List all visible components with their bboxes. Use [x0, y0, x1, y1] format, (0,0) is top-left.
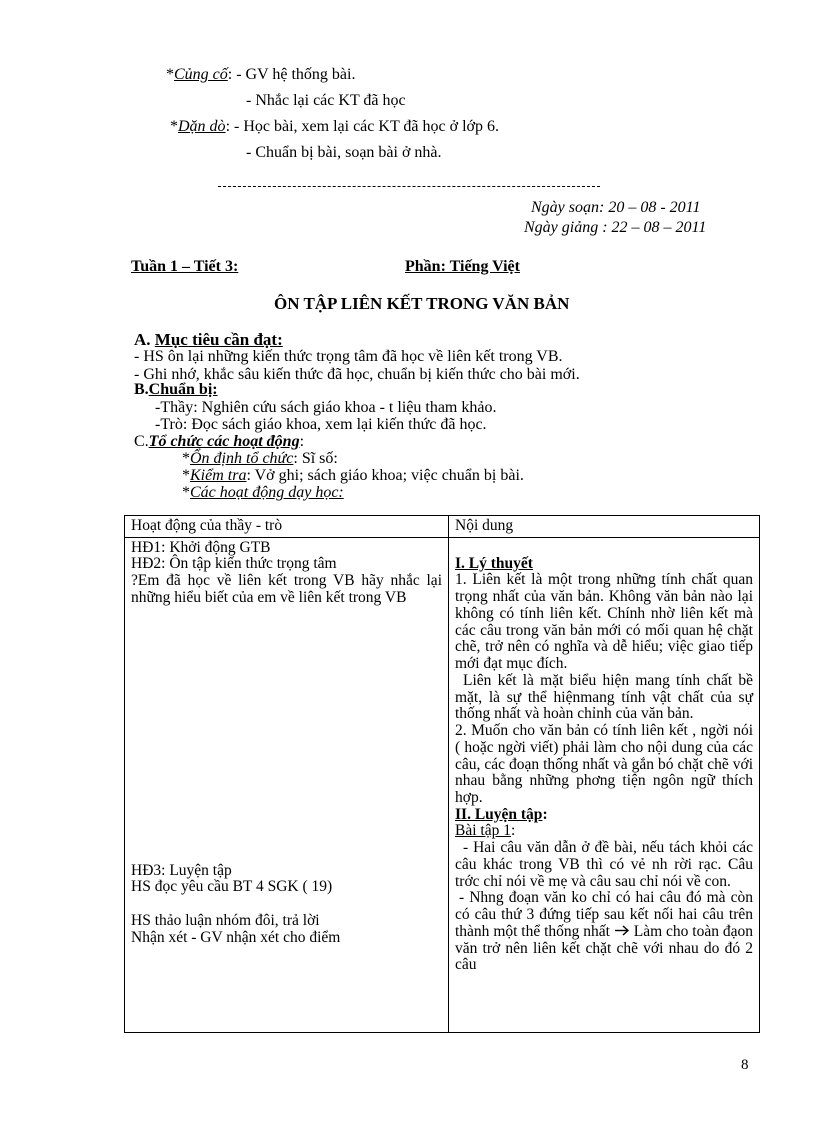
cung-co-line: *Củng cố: - GV hệ thống bài.	[166, 66, 356, 83]
activity-review: Nhận xét - GV nhận xét cho điểm	[131, 928, 341, 946]
section-c-title: Tổ chức các hoạt động	[148, 433, 300, 450]
page-number: 8	[741, 1057, 749, 1073]
kiem-tra-rest: : Vở ghi; sách giáo khoa; việc chuẩn bị bài.	[246, 467, 524, 484]
cung-co-text: : - GV hệ thống bài.	[227, 66, 356, 83]
section-b-item-1: -Thầy: Nghiên cứu sách giáo khoa - t liệu tham khảo.	[155, 399, 497, 416]
section-c-heading	[134, 433, 304, 451]
exercise-paragraph-2	[455, 890, 753, 974]
cung-co-line-2: - Nhắc lại các KT đã học	[246, 92, 406, 109]
exercise-paragraph-1: - Hai câu văn dẫn ở đề bài, nếu tách khỏi các câu khác trong VB thì có vẻ nh rời rạc. Câu trớc chỉ nói về mẹ và câu sau chỉ nói về con.	[455, 839, 753, 890]
date-soan: Ngày soạn: 20 – 08 - 2011	[531, 199, 701, 216]
section-a-item-1: - HS ôn lại những kiến thức trọng tâm đã học về liên kết trong VB.	[134, 348, 563, 365]
on-dinh-label: Ổn định tổ chức	[190, 450, 294, 467]
section-b-prefix: B.	[134, 381, 149, 398]
theory-paragraph-3: 2. Muốn cho văn bản có tính liên kết , ngời nói ( hoặc ngời viết) phải làm cho nội dung của các câu, các đoạn thống nhất và gắn bó chặt chẽ với nhau bằng những phơng tiện ngôn ngữ thích hợp.	[455, 722, 753, 807]
table-row	[125, 537, 760, 1032]
hoat-dong-line: *Các hoạt động dạy học:	[182, 484, 344, 501]
section-b-title: Chuẩn bị:	[148, 381, 218, 398]
activities-practice	[131, 863, 442, 947]
section-b-item-2: -Trò: Đọc sách giáo khoa, xem lại kiến thức đã học.	[155, 416, 487, 433]
exercise-tail: Làm cho toàn đạon văn trở nên liên kết chặt chẽ với nhau do đó 2 câu	[455, 922, 754, 974]
section-a-heading	[134, 330, 283, 350]
date-giang: Ngày giảng : 22 – 08 – 2011	[524, 219, 707, 236]
kiem-tra-label: Kiểm tra	[190, 467, 247, 484]
section-a-item-2: - Ghi nhớ, khắc sâu kiến thức đã học, chuẩn bị kiến thức cho bài mới.	[134, 366, 580, 383]
activity-hd2: HĐ2: Ôn tập kiến thức trọng tâm	[131, 555, 337, 573]
lesson-title: ÔN TẬP LIÊN KẾT TRONG VĂN BẢN	[274, 294, 570, 313]
col-header-activities: Hoạt động của thầy - trò	[125, 516, 449, 538]
practice-colon: :	[542, 805, 548, 823]
practice-title: II. Luyện tập	[455, 805, 543, 823]
cung-co-label: Củng cố	[174, 66, 228, 83]
section-c-colon: :	[299, 433, 305, 450]
dan-do-line-2: - Chuẩn bị bài, soạn bài ở nhà.	[246, 144, 442, 161]
activities-cell	[125, 537, 449, 1032]
theory-paragraph-2: Liên kết là mặt biểu hiện mang tính chất bề mặt, là sự thể hiệnmang tính vật chất của sự thống nhất và hoàn chỉnh của văn bản.	[455, 671, 753, 723]
exercise-heading	[455, 823, 753, 840]
on-dinh-rest: : Sĩ số:	[293, 450, 338, 467]
exercise-colon: :	[510, 822, 516, 840]
dan-do-label: Dặn dò	[178, 118, 226, 135]
activity-hd3: HĐ3: Luyện tập	[131, 861, 232, 879]
section-c-prefix: C.	[134, 433, 149, 450]
col-header-content: Nội dung	[449, 516, 760, 538]
exercise-paragraph-2-text: - Nhng đoạn văn ko chỉ có hai câu đó mà còn có câu thứ 3 đứng tiếp sau kết nối hai câu trên thành một thể thống nhất	[455, 889, 753, 940]
on-dinh-line: *Ổn định tổ chức: Sĩ số:	[182, 450, 338, 467]
exercise-label: Bài tập 1	[455, 822, 511, 840]
section-a-title: Mục tiêu cần đạt:	[154, 330, 283, 349]
hoat-dong-label: Các hoạt động dạy học:	[190, 484, 344, 501]
activity-hd1: HĐ1: Khởi động GTB	[131, 538, 271, 556]
activity-discuss: HS thảo luận nhóm đôi, trả lời	[131, 912, 320, 930]
activity-read-exercise: HS đọc yêu cầu BT 4 SGK ( 19)	[131, 878, 333, 896]
dan-do-line: *Dặn dò: - Học bài, xem lại các KT đã học ở lớp 6.	[170, 118, 499, 135]
section-b-heading	[134, 381, 218, 399]
content-cell	[449, 537, 760, 1032]
dan-do-text: : - Học bài, xem lại các KT đã học ở lớp 6.	[225, 118, 499, 135]
arrow-right-icon	[614, 925, 630, 936]
kiem-tra-line: *Kiểm tra: Vở ghi; sách giáo khoa; việc chuẩn bị bài.	[182, 467, 524, 484]
separator-line	[218, 186, 600, 187]
activity-question: ?Em đã học về liên kết trong VB hãy nhắc lại những hiểu biết của em về liên kết trong VB	[131, 572, 442, 606]
theory-paragraph-1: 1. Liên kết là một trong những tính chất quan trọng nhất của văn bản. Không văn bản nào lại không có tính liên kết. Chính nhờ liên kết mà các câu trong văn bản mới có mối quan hệ chặt chẽ, trở nên có nghĩa và dễ hiểu; việc giao tiếp mới đạt mục đích.	[455, 571, 753, 673]
activities-table	[124, 515, 760, 1033]
table-header-row	[125, 516, 760, 538]
practice-heading	[455, 807, 753, 824]
lesson-week: Tuần 1 – Tiết 3:	[131, 258, 239, 275]
section-a-prefix: A.	[134, 330, 151, 349]
theory-title: I. Lý thuyết	[455, 554, 533, 572]
lesson-part: Phần: Tiếng Việt	[405, 258, 520, 275]
